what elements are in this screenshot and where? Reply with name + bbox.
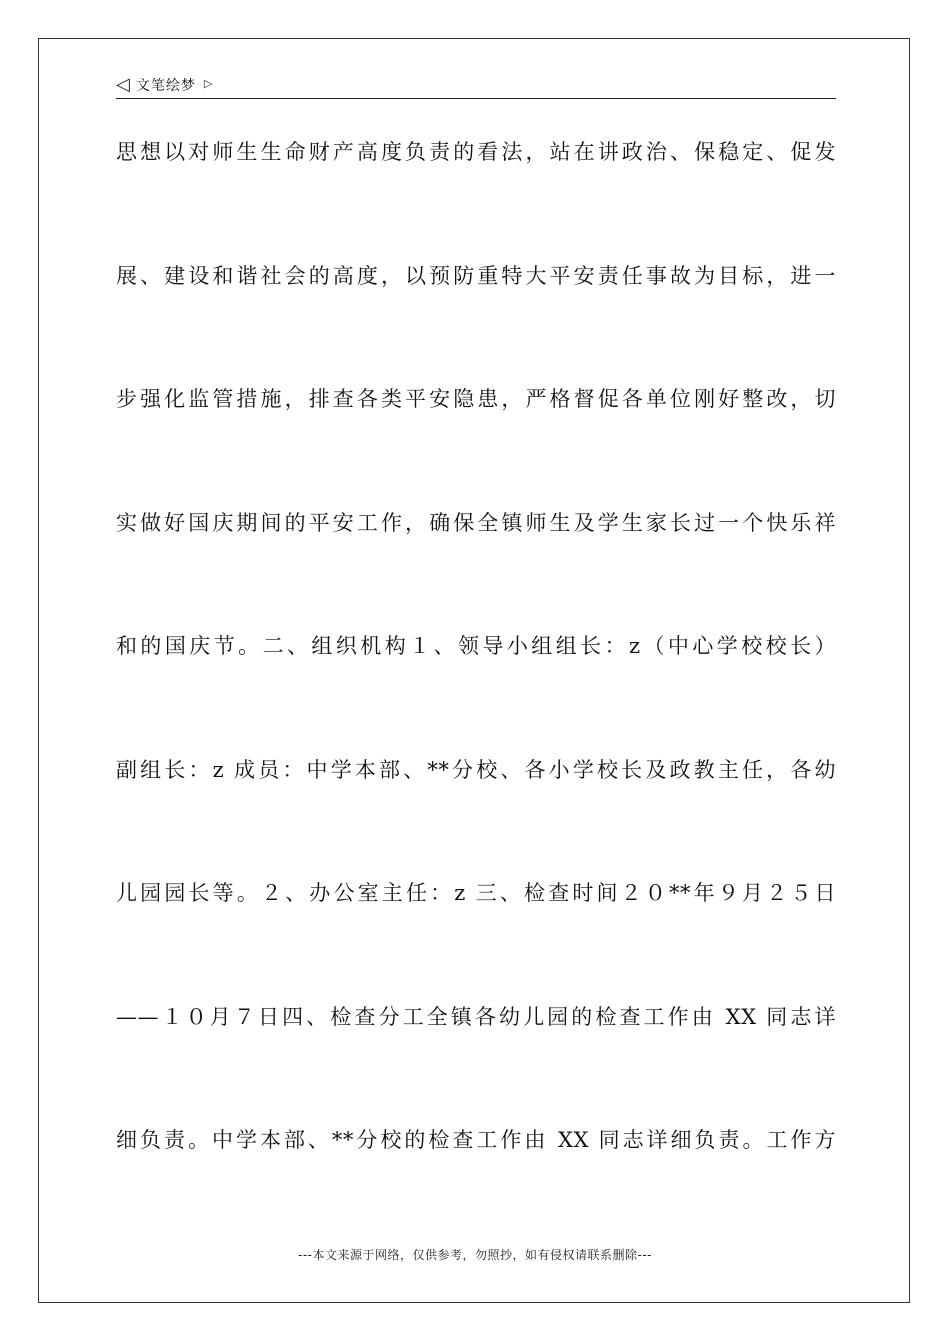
page-header — [116, 72, 836, 99]
text-line: 副组长：z 成员：中学本部、**分校、各小学校长及政教主任，各幼 — [116, 757, 836, 782]
text-line: 实做好国庆期间的平安工作，确保全镇师生及学生家长过一个快乐祥 — [116, 510, 836, 535]
text-line: 展、建设和谐社会的高度，以预防重特大平安责任事故为目标，进一 — [116, 263, 836, 288]
right-triangle-icon: ▷ — [203, 76, 213, 90]
text-line: ——１０月７日四、检查分工全镇各幼儿园的检查工作由 XX 同志详 — [116, 1004, 836, 1029]
text-line: 儿园园长等。２、办公室主任：z 三、检查时间２０**年９月２５日 — [116, 881, 836, 905]
text-line: 思想以对师生生命财产高度负责的看法，站在讲政治、保稳定、促发 — [116, 140, 836, 164]
text-line: 和的国庆节。二、组织机构１、领导小组组长：z（中心学校校长） — [116, 634, 836, 658]
header-brand: 文笔绘梦 — [135, 78, 196, 94]
text-line: 细负责。中学本部、**分校的检查工作由 XX 同志详细负责。工作方 — [116, 1128, 836, 1152]
page-footer: ---本文来源于网络，仅供参考，勿照抄，如有侵权请联系删除--- — [298, 1248, 652, 1262]
document-body — [116, 120, 836, 1232]
left-triangle-icon: ◁ — [116, 74, 130, 95]
text-line: 步强化监管措施，排查各类平安隐患，严格督促各单位刚好整改，切 — [116, 387, 836, 411]
